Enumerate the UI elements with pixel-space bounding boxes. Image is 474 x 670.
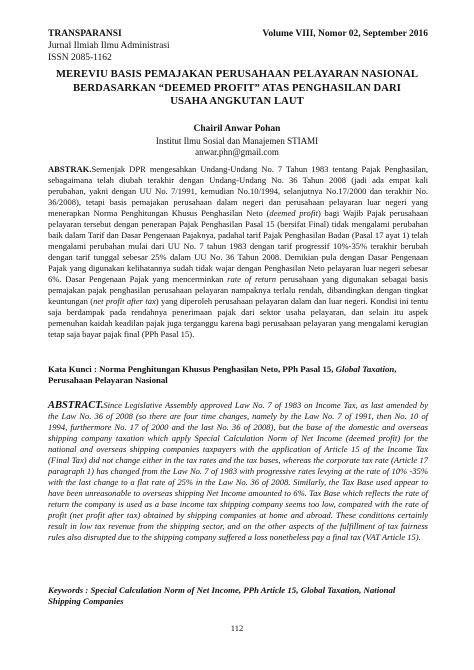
page-number: 112: [230, 623, 244, 633]
author-affiliation: Institut Ilmu Sosial dan Manajemen STIAMI: [155, 135, 319, 146]
abstrak-text-a: Semenjak DPR mengesahkan Undang-Undang No. 7 Tahun 1983 tentang Pajak Penghasilan, sebagaimana telah diubah terakhir dengan Undang-Undang No. 36 Tahun 2008 (jadi ada empat kali perubahan, yakni dengan UU No. 7/1991, kemudian No.10/1994, selanjutnya No.17/2000 dan terakhir No. 36/2008), tetapi basis pemajakan perusahaan dalam negeri dan perusahaan pelayaran luar negeri yang menerapkan Norma Penghitungan Khusus Penghasilan Neto (: [48, 164, 428, 218]
abstrak-rate-of-return: rate of return: [227, 274, 277, 284]
author-block: [48, 124, 426, 159]
title-line-1: MEREVIU BASIS PEMAJAKAN PERUSAHAAN PELAYARAN NASIONAL: [55, 69, 419, 80]
title-line-2: BERDASARKAN “DEEMED PROFIT” ATAS PENGHASILAN DARI: [73, 82, 401, 94]
journal-issn: ISSN 2085-1162: [48, 53, 112, 63]
abstrak-text-c: perusahaan yang digunakan sebagai basis pemajakan pajak penghasilan perusahaan pelayaran nampaknya terlalu rendah, dibandingkan dengan tingkat keuntungan (: [48, 274, 428, 306]
abstrak-deemed-profit: deemed profit: [269, 208, 318, 218]
kata-kunci: [48, 364, 428, 386]
journal-volume: Volume VIII, Nomor 02, September 2016: [262, 29, 428, 39]
abstrak-paragraph: [48, 164, 428, 340]
paper-title: [48, 68, 426, 109]
kata-kunci-text2: , Perusahaan Pelayaran Nasional: [48, 364, 397, 385]
abstrak-text-d: ) yang diperoleh perusahaan pelayaran dalam dan luar negeri. Kondisi ini tentu saja berdampak pada rendahnya penerimaan pajak dari sektor usaha pelayaran, dan selain itu aspek pemenuhan kaidah keadilan pajak juga terganggu karena bagi perusahaan pelayaran yang mengalami kerugian tetap saja bayar pajak final (PPh Pasal 15).: [48, 296, 428, 339]
abstrak-text-b: ) bagi Wajib Pajak perusahaan pelayaran tersebut dengan penerapan Pajak Penghasilan Pasal 15 (bersifat Final) tidak mengalami perubahan baik dalam Tarif dan Dasar Pengenaan Pajaknya, padahal tarif Pajak Penghasilan Badan (Pasal 17 ayat 1) telah mengalami perubahan mulai dari UU No. 7 tahun 1983 dengan tarif progressif 10%-35% terakhir berubah dengan tarif tunggal sebesar 25% dalam UU No. 36 Tahun 2008. Demikian pula dengan Dasar Pengenaan Pajak yang digunakan kelihatannya sudah tidak wajar dengan Penghasilan Neto pelayaran luar negeri sebesar 6%. Dasar Pengenaan Pajak yang mencerminkan: [48, 208, 428, 284]
journal-subtitle: Jurnal Ilmiah Ilmu Administrasi: [48, 41, 170, 51]
abstrak-net-profit: net profit after tax: [93, 296, 156, 306]
kata-kunci-label: Kata Kunci :: [48, 364, 97, 374]
kata-kunci-text: Norma Penghitungan Khusus Penghasilan Neto, PPh Pasal 15,: [96, 364, 336, 374]
journal-name: TRANSPARANSI: [48, 29, 122, 39]
abstract-label: ABSTRACT.: [48, 400, 104, 411]
abstrak-label: ABSTRAK.: [48, 164, 92, 174]
author-email: anwar.phn@gmail.com: [195, 147, 279, 157]
abstract-text: Since Legislative Assembly approved Law No. 7 of 1983 on Income Tax, as last amended by the Law No. 36 of 2008 (so there are four time changes, namely by the Law No. 7 of 1991, then No. 10 of 1994, furthermore No. 17 of 2000 and the last No. 36 of 2008), but the base of the domestic and overseas shipping company taxation which apply Special Calculation Norm of Net Income (deemed profit) for the national and overseas shipping companies taxpayers with the application of Article 15 of the Income Tax (Final Tax) did not change either in the tax rates and the tax bases, whereas the corporate tax rate (Article 17 paragraph 1) has changed from the Law No. 7 of 1983 with progressive rates levying at the rate of 10% -35% with the last change to a flat rate of 25% in the Law No. 36 of 2008. Similarly, the Tax Base used appear to have been unreasonable to overseas shipping Net Income amounted to 6%. Tax Base which reflects the rate of return the company is used as a base income tax shipping company seems too low, compared with the rate of profit (net profit after tax) obtained by shipping companies at home and abroad. These conditions certainly result in low tax revenue from the shipping sector, and on the other aspects of the fulfillment of tax fairness rules also disrupted due to the shipping company suffered a loss nonetheless pay a final tax (VAT Article 15).: [48, 400, 428, 542]
abstract-paragraph: [48, 400, 428, 543]
keywords: [48, 585, 428, 607]
kata-kunci-italic: Global Taxation: [335, 364, 395, 374]
author-name: Chairil Anwar Pohan: [193, 124, 281, 134]
title-line-3: USAHA ANGKUTAN LAUT: [170, 96, 304, 107]
keywords-text: Special Calculation Norm of Net Income, PPh Article 15, Global Taxation, National Shipping Companies: [48, 585, 396, 606]
journal-header: [48, 28, 428, 64]
keywords-label: Keywords :: [48, 585, 89, 595]
